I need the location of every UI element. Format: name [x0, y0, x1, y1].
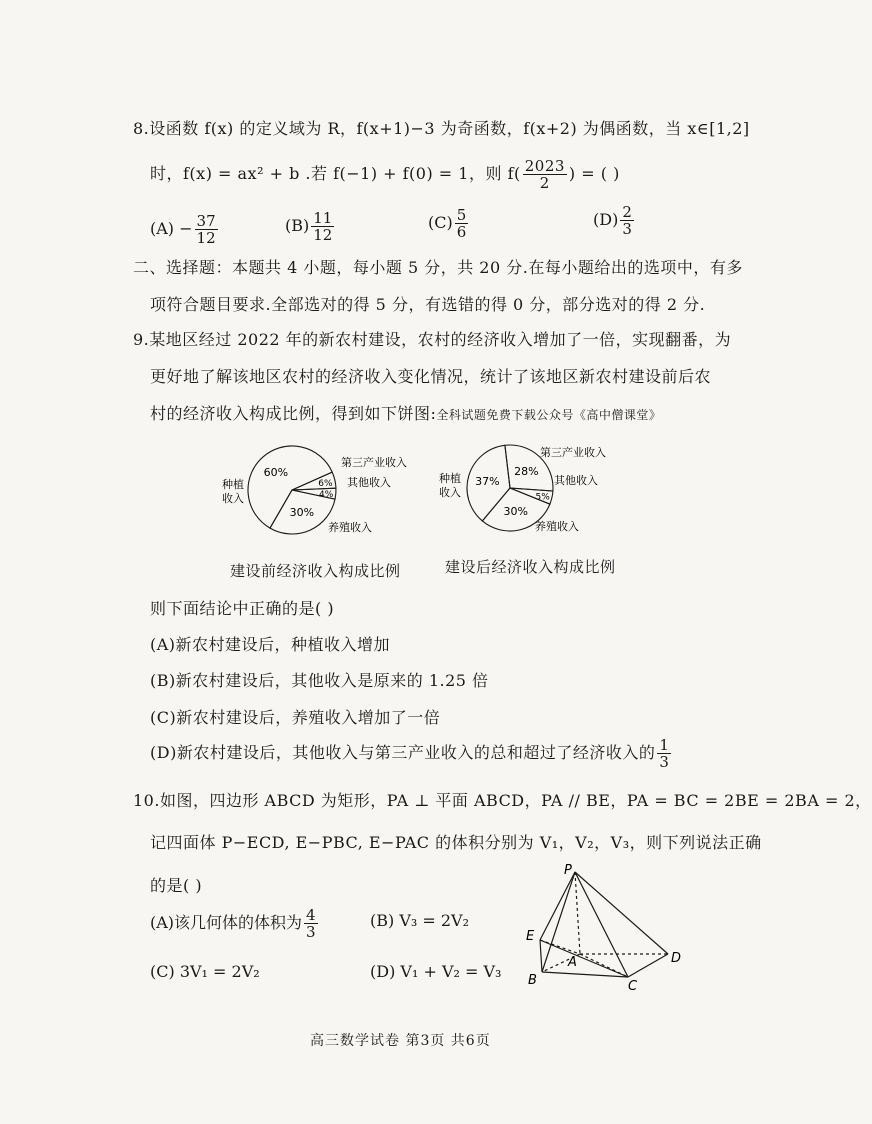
- q9-line3-text: 村的经济收入构成比例，得到如下饼图:: [150, 404, 437, 423]
- pie-slice-label: 30%: [503, 504, 528, 518]
- q10-option-a-num: 4: [306, 906, 316, 924]
- section2-line2: 项符合题目要求.全部选对的得 5 分，有选错的得 0 分，部分选对的得 2 分.: [150, 295, 706, 314]
- section2-line1: 二、选择题：本题共 4 小题，每小题 5 分，共 20 分.在每小题给出的选项中，有多: [133, 258, 743, 277]
- pie-after-caption: 建设后经济收入构成比例: [445, 558, 616, 576]
- q10-option-c: (C) 3V₁ = 2V₂: [150, 962, 260, 981]
- q8-frac-den: 2: [539, 174, 550, 192]
- pie-slice-label: 28%: [514, 464, 539, 478]
- edge-PE: [540, 872, 575, 940]
- pie-slice-label: 60%: [263, 466, 289, 480]
- edge-PD: [575, 872, 668, 954]
- vertex-B: B: [528, 973, 537, 988]
- pie-before-label-tertiary: 第三产业收入: [341, 456, 407, 469]
- q8-option-a: [150, 213, 220, 246]
- q8-option-c: [428, 207, 470, 240]
- pie-after-label-planting-1: 种植: [439, 472, 461, 485]
- q9-line2: 更好地了解该地区农村的经济收入变化情况，统计了该地区新农村建设前后农: [150, 367, 712, 386]
- q8-option-b-den: 12: [313, 226, 333, 244]
- pie-after-label-planting-2: 收入: [439, 486, 461, 499]
- q8-line2-suffix: ) = ( ): [568, 164, 620, 183]
- page-footer: 高三数学试卷 第3页 共6页: [310, 1033, 491, 1049]
- q8-option-b: [285, 210, 336, 243]
- q10-option-b: (B) V₃ = 2V₂: [370, 911, 470, 930]
- q8-option-b-label: (B): [285, 216, 310, 235]
- q9-option-c: (C)新农村建设后，养殖收入增加了一倍: [150, 708, 441, 727]
- q10-line3: 的是( ): [150, 876, 203, 895]
- q8-option-a-label: (A) −: [150, 219, 193, 238]
- q10-option-a-text: (A)该几何体的体积为: [150, 913, 303, 932]
- q9-option-d-text: (D)新农村建设后，其他收入与第三产业收入的总和超过了经济收入的: [150, 743, 656, 762]
- q8-option-a-num: 37: [196, 212, 216, 230]
- edge-PC: [575, 872, 628, 977]
- q8-line2-prefix: 时，f(x) = ax² + b .若 f(−1) + f(0) = 1，则 f(: [150, 164, 521, 183]
- q8-option-a-den: 12: [196, 229, 216, 247]
- edge-BC: [542, 972, 628, 977]
- watermark-text: 全科试题免费下载公众号《高中僧课堂》: [436, 408, 662, 422]
- pie-slice-label: 37%: [475, 475, 500, 489]
- vertex-D: D: [671, 951, 682, 966]
- q9-line1: 9.某地区经过 2022 年的新农村建设，农村的经济收入增加了一倍，实现翻番，为: [133, 330, 732, 349]
- edge-PA: [575, 872, 580, 954]
- edge-EC: [540, 940, 628, 977]
- q8-line1: 8.设函数 f(x) 的定义域为 R，f(x+1)−3 为奇函数，f(x+2) 为偶函数，当 x∈[1,2]: [133, 119, 750, 138]
- pie-before-slices: [248, 446, 336, 534]
- q8-option-d: [593, 204, 636, 237]
- edge-EB: [540, 940, 542, 972]
- q8-option-c-num: 5: [456, 206, 467, 224]
- q8-option-d-label: (D): [593, 210, 619, 229]
- pie-after-label-breeding: 养殖收入: [535, 520, 579, 533]
- vertex-C: C: [628, 979, 638, 994]
- pie-before-label-planting-1: 种植: [222, 478, 244, 491]
- q9-option-d-den: 3: [659, 753, 670, 771]
- vertex-P: P: [564, 863, 572, 878]
- q9-question: 则下面结论中正确的是( ): [150, 599, 335, 618]
- q10-option-a: [150, 907, 320, 940]
- pie-after-chart: [435, 440, 635, 545]
- edge-EA: [540, 940, 580, 954]
- pie-slice-label: 5%: [535, 492, 550, 503]
- q9-option-b: (B)新农村建设后，其他收入是原来的 1.25 倍: [150, 671, 489, 690]
- q8-option-b-num: 11: [313, 209, 333, 227]
- q9-option-d-num: 1: [659, 736, 670, 754]
- vertex-A: A: [568, 955, 577, 970]
- pie-before-label-planting-2: 收入: [222, 492, 244, 505]
- q8-frac-num: 2023: [524, 157, 565, 175]
- geometry-figure: [520, 862, 690, 992]
- pie-slice-label: 30%: [289, 506, 315, 520]
- q8-option-c-label: (C): [428, 213, 453, 232]
- q8-fraction: [523, 158, 567, 191]
- pie-after-label-other: 其他收入: [554, 474, 598, 487]
- q10-option-a-den: 3: [306, 923, 316, 941]
- q8-option-d-den: 3: [622, 220, 632, 238]
- q9-line3: [150, 401, 661, 424]
- pie-before-label-breeding: 养殖收入: [328, 521, 372, 534]
- pie-before-chart: [220, 440, 420, 545]
- q9-option-d: [150, 737, 673, 770]
- q10-line1: 10.如图，四边形 ABCD 为矩形，PA ⊥ 平面 ABCD，PA // BE，PA = BC = 2BE = 2BA = 2，: [133, 791, 872, 810]
- pie-before-label-other: 其他收入: [347, 476, 391, 489]
- vertex-E: E: [526, 929, 535, 944]
- q8-line2: [150, 158, 620, 191]
- pie-slice-label: 6%: [318, 479, 333, 490]
- pie-before-caption: 建设前经济收入构成比例: [230, 562, 401, 580]
- pie-after-label-tertiary: 第三产业收入: [540, 446, 606, 459]
- q8-option-c-den: 6: [456, 223, 467, 241]
- q10-option-d: (D) V₁ + V₂ = V₃: [370, 962, 502, 981]
- q8-option-d-num: 2: [622, 203, 632, 221]
- q10-line2: 记四面体 P−ECD, E−PBC, E−PAC 的体积分别为 V₁，V₂，V₃，则下列说法正确: [150, 833, 762, 852]
- pie-slice-label: 4%: [319, 489, 334, 500]
- edge-CD: [628, 954, 668, 977]
- q9-option-a: (A)新农村建设后，种植收入增加: [150, 635, 391, 654]
